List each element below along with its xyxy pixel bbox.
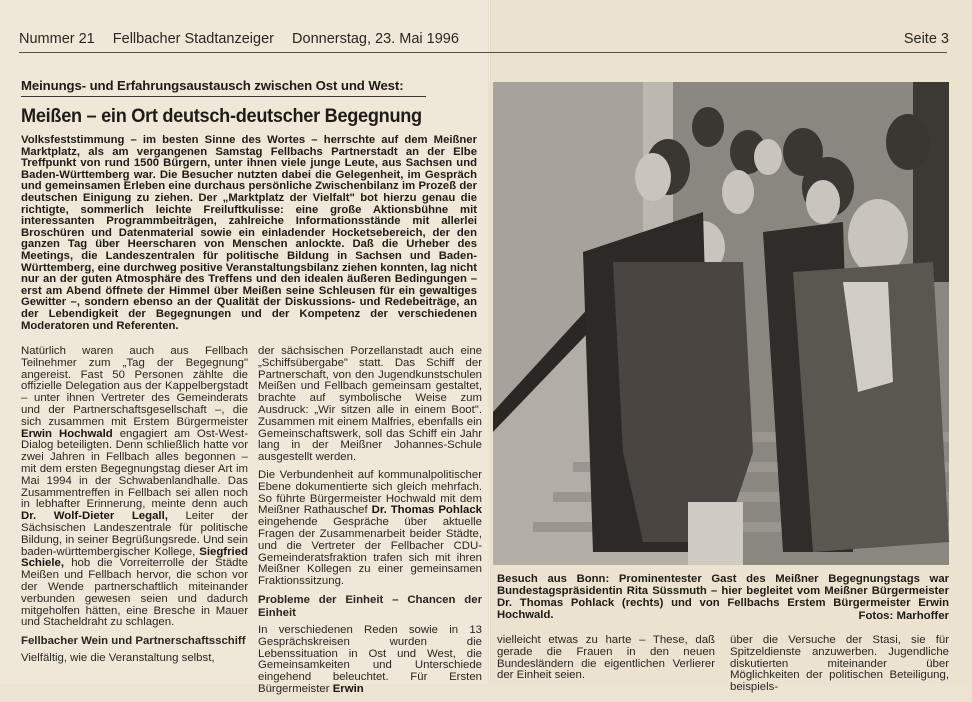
photo-group-on-staircase	[493, 82, 949, 565]
issue-number: Nummer 21	[19, 31, 95, 47]
paragraph	[258, 625, 482, 696]
text: Die Verbundenheit auf kommunalpolitischer Ebene dokumentierte sich gleich mehrfach. So führte Bürgermeister Hochwald mit dem Meißner Rathauschef	[258, 468, 482, 517]
person-name: Dr. Thomas Pohlack	[371, 504, 482, 517]
photo-caption: Besuch aus Bonn: Prominentester Gast des Meißner Begegnungstags war Bundestagspräsidentin Rita Süssmuth – hier begleitet vom Meißner Bürgermeister Dr. Thomas Pohlack (rechts) und von Fellbachs Erstem Bürgermeister Erwin Hochwald.	[497, 573, 949, 621]
subheading: Fellbacher Wein und Partnerschaftsschiff	[21, 635, 246, 648]
text: Natürlich waren auch aus Fellbach Teilnehmer zum „Tag der Begegnung" angereist. Fast 50 Personen zählte die offizielle Delegation aus der Kappelbergstadt – unter ihnen Vertreter des Gemeinderats und der Partnerschaftsgesellschaft –, die sich zusammen mit Erstem Bürgermeister	[21, 345, 248, 428]
article-column-4	[730, 635, 949, 700]
photo-credit: Fotos: Marhoffer	[858, 610, 949, 622]
newspaper-name: Fellbacher Stadtanzeiger	[112, 31, 274, 47]
article-column-2	[258, 346, 482, 702]
person-name: Siegfried Schiele,	[21, 545, 248, 570]
paragraph: vielleicht etwas zu harte – These, daß gerade die Frauen in den neuen Bundesländern die eigentlichen Verlierer der Einheit seien.	[497, 634, 715, 682]
paragraph	[21, 346, 248, 629]
page-fold	[488, 0, 491, 684]
person-name: Erwin	[332, 682, 364, 695]
masthead-rule	[19, 52, 947, 53]
issue-date: Donnerstag, 23. Mai 1996	[292, 31, 459, 47]
news-photo	[493, 82, 949, 565]
paragraph: der sächsischen Porzellanstadt auch eine „Schiffsübergabe" statt. Das Schiff der Partnerschaft, von den Jugendkunstschulen Meißen und Fellbach gemeinsam gestaltet, brachte auf symbolische Weise zum Ausdruck: „Wir sitzen alle in einem Boot". Zusammen mit einem Malfries, ebenfalls ein Gemeinschaftswerk, soll das Schiff ein Jahr lang in der Meißner Johannes-Schule ausgestellt werden.	[258, 345, 482, 464]
paragraph: über die Versuche der Stasi, sie für Spitzeldienste anzuwerben. Jugendliche diskutierten miteinander über Möglichkeiten der politischen Beteiligung, beispiels-	[730, 634, 949, 694]
person-name: Dr. Wolf-Dieter Legall,	[21, 510, 168, 523]
article-column-3	[497, 635, 715, 688]
person-name: Erwin Hochwald	[21, 427, 113, 440]
article-lead: Volksfeststimmung – im besten Sinne des Wortes – herrschte auf dem Meißner Marktplatz, als am vergangenen Samstag Fellbachs Partnerstadt an der Elbe Treffpunkt von rund 1500 Bürgern, unter ihnen viele junge Leute, aus Sachsen und Baden-Württemberg war. Die Besucher nutzten dabei die Gelegenheit, im Gespräch und gemeinsamen Erleben eine durchaus persönliche Zwischenbilanz im Prozeß der deutschen Einigung zu ziehen. Der „Marktplatz der Vielfalt" bot hierzu genau die richtigte, sommerlich leichte Freiluftkulisse: eine große Aktionsbühne mit interessanten Programmbeiträgen, zahlreiche Informationsstände mit allerlei Broschüren und Datenmaterial sowie ein einladender Hocketsebereich, der den ganzen Tag über Heerscharen von Menschen anlockte. Daß die Urheber des Meetings, die Landeszentralen für politische Bildung in Sachsen und Baden-Württemberg, eine durchweg positive Veranstaltungsbilanz ziehen konnten, lag nicht nur an der guten Atmosphäre des Treffens und den idealen äußeren Bedingungen – erst am Abend öffnete der Himmel über Meißen seine Schleusen für ein gewaltiges Gewitter –, sondern ebenso an der Qualität der Diskussions- und Redebeiträge, an der Lebendigkeit der Begegnungen und der Kompetenz der verschiedenen Moderatoren und Referenten.	[21, 134, 477, 332]
article-column-1	[21, 346, 248, 671]
paragraph: Vielfältig, wie die Veranstaltung selbst,	[21, 652, 215, 665]
text: engagiert am Ost-West-Dialog beteiligten. Denn schließlich hatte vor zwei Jahren in Fellbach alles begonnen – mit dem ersten Begegnungstag dieser Art im Mai 1994 in der Schwabenlandhalle. Das Zusammentreffen in Fellbach sei allen noch in lebhafter Erinnerung, meinte denn auch	[21, 427, 248, 511]
text: Leiter der Sächsischen Landeszentrale für politische Bildung, in seiner Begrüßungsrede. Und sein baden-württembergischer Kollege,	[21, 510, 248, 558]
page-number: Seite 3	[903, 31, 949, 47]
text: eingehende Gespräche über aktuelle Fragen der Zusammenarbeit beider Städte, und die Vertreter der Fellbacher CDU-Gemeinderatsfraktion trafen sich mit ihren Meißner Kollegen zu einer gemeinsamen Fraktionssitzung.	[258, 516, 482, 588]
article-headline: Meißen – ein Ort deutsch-deutscher Begegnung	[21, 105, 422, 127]
masthead	[19, 31, 473, 47]
kicker-rule	[21, 96, 426, 97]
article-kicker: Meinungs- und Erfahrungsaustausch zwischen Ost und West:	[21, 78, 404, 93]
text: In verschiedenen Reden sowie in 13 Gesprächskreisen wurden die Lebenssituation in Ost und West, die Gemeinsamkeiten und Unterschiede eingehend beleuchtet. Für Ersten Bürgermeister	[258, 623, 482, 695]
paragraph	[258, 470, 482, 588]
text: hob die Vorreiterrolle der Städte Meißen und Fellbach hervor, die schon vor der Wende partnerschaftlich miteinander verbunden gewesen seien und dadurch mitgeholfen hätten, eine Bresche in Mauer und Stacheldraht zu schlagen.	[21, 557, 248, 629]
subheading: Probleme der Einheit – Chancen der Einheit	[258, 593, 482, 619]
